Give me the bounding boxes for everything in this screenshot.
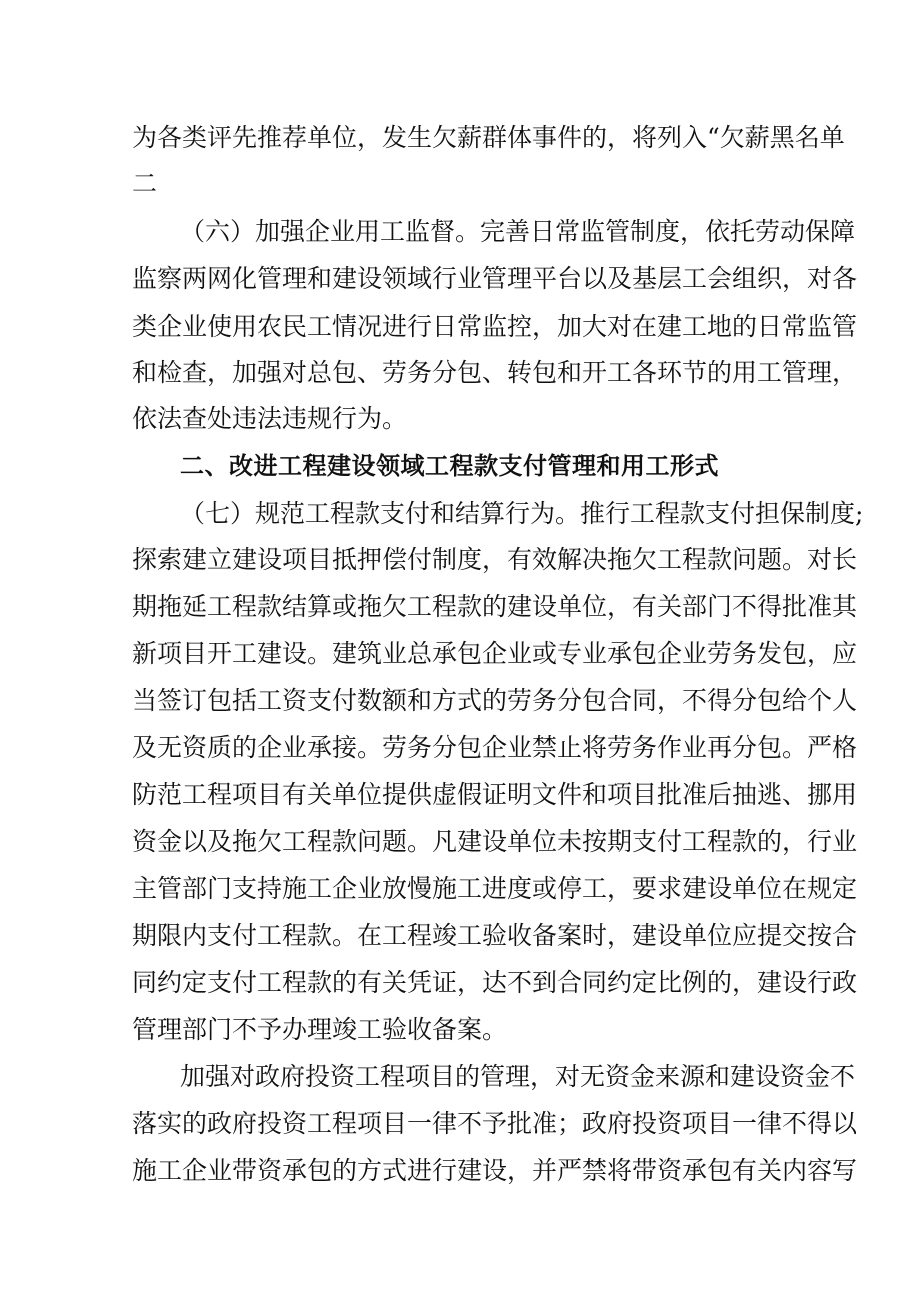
text-line: 资金以及拖欠工程款问题。凡建设单位未按期支付工程款的，行业 bbox=[132, 827, 858, 856]
text-line: 和检查，加强对总包、劳务分包、转包和开工各环节的用工管理， bbox=[132, 358, 858, 387]
text-line: 当签订包括工资支付数额和方式的劳务分包合同，不得分包给个人 bbox=[132, 686, 858, 715]
text-line: 主管部门支持施工企业放慢施工进度或停工，要求建设单位在规定 bbox=[132, 874, 858, 903]
text-line: 为各类评先推荐单位，发生欠薪群体事件的，将列入“欠薪黑名单 bbox=[132, 123, 845, 152]
section-heading: 二、改进工程建设领域工程款支付管理和用工形式 bbox=[180, 452, 719, 480]
text-line: （六）加强企业用工监督。完善日常监管制度，依托劳动保障 bbox=[180, 217, 856, 246]
text-line: （七）规范工程款支付和结算行为。推行工程款支付担保制度; bbox=[180, 499, 864, 528]
text-line: 探索建立建设项目抵押偿付制度，有效解决拖欠工程款问题。对长 bbox=[132, 545, 858, 574]
text-line: 期拖延工程款结算或拖欠工程款的建设单位，有关部门不得批准其 bbox=[132, 592, 858, 621]
text-line: 监察两网化管理和建设领域行业管理平台以及基层工会组织，对各 bbox=[132, 264, 858, 293]
text-line: 新项目开工建设。建筑业总承包企业或专业承包企业劳务发包，应 bbox=[132, 639, 858, 668]
text-line: 依法查处违法违规行为。 bbox=[132, 404, 408, 433]
text-line: 管理部门不予办理竣工验收备案。 bbox=[132, 1015, 508, 1044]
text-line: 二 bbox=[132, 169, 158, 198]
text-line: 及无资质的企业承接。劳务分包企业禁止将劳务作业再分包。严格 bbox=[132, 733, 858, 762]
text-line: 类企业使用农民工情况进行日常监控，加大对在建工地的日常监管 bbox=[132, 312, 858, 341]
text-line: 同约定支付工程款的有关凭证，达不到合同约定比例的，建设行政 bbox=[132, 968, 858, 997]
text-line: 期限内支付工程款。在工程竣工验收备案时，建设单位应提交按合 bbox=[132, 921, 858, 950]
text-line: 落实的政府投资工程项目一律不予批准；政府投资项目一律不得以 bbox=[132, 1109, 858, 1138]
text-line: 施工企业带资承包的方式进行建设，并严禁将带资承包有关内容写 bbox=[132, 1156, 858, 1185]
text-line: 加强对政府投资工程项目的管理，对无资金来源和建设资金不 bbox=[180, 1062, 856, 1091]
text-line: 防范工程项目有关单位提供虚假证明文件和项目批准后抽逃、挪用 bbox=[132, 780, 858, 809]
